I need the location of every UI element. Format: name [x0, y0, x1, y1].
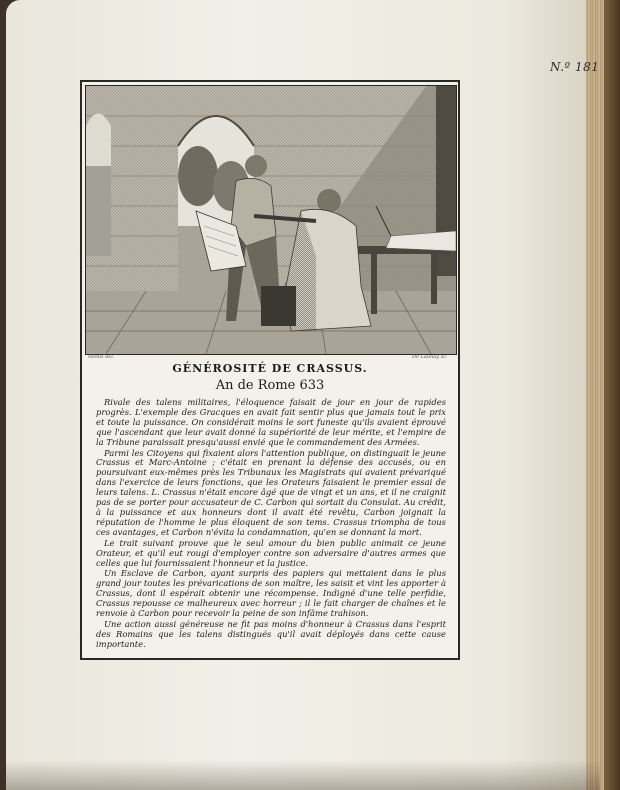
paragraph: Un Esclave de Carbon, ayant surpris des papiers qui mettaient dans le plus grand jour toutes les prévarications de son maître, les saisit et vint les apporter à Crassus, dont il espérait obtenir une récompense. Indigné d'une telle perfidie, Crassus repousse ce malheureux avec horreur ; il le fait charger de chaînes et le renvoie à Carbon pour recevoir la peine de son infâme trahison. [96, 568, 446, 619]
article-subtitle: An de Rome 633 [215, 378, 325, 393]
artist-caption-left: Monsi del. [88, 354, 115, 360]
page-number: N.º 181 [550, 60, 600, 74]
book-spine-shadow [604, 0, 620, 790]
paragraph: Rivale des talens militaires, l'éloquence faisait de jour en jour de rapides progrès. L'exemple des Gracques en avait fait sentir plus que jamais tout le prix et toute la puissance. On considérait moins le sort funeste qu'ils avaient éprouvé que l'ascendant que leur avait donné la supériorité de leur mérite, et l'empire de la Tribune paraissait presqu'aussi envié que le commandement des Armées. [96, 397, 446, 447]
article-body [96, 398, 446, 651]
artist-caption-right: De Launay sc. [412, 354, 448, 360]
engraving-illustration [85, 85, 457, 355]
paragraph: Une action aussi généreuse ne fit pas moins d'honneur à Crassus dans l'esprit des Romains que les talens distingués qu'il avait déployés dans cette cause importante. [96, 618, 446, 649]
page-bottom-shadow [0, 760, 600, 790]
article-title: GÉNÉROSITÉ DE CRASSUS. [172, 362, 368, 375]
plate-frame [80, 80, 460, 660]
engraving-scene [86, 86, 456, 354]
paragraph: Le trait suivant prouve que le seul amour du bien public animait ce jeune Orateur, et qu'il eut rougi d'employer contre son adversaire d'autres armes que celles que lui fournissaient l'honneur et la justice. [96, 537, 446, 568]
paragraph: Parmi les Citoyens qui fixaient alors l'attention publique, on distinguait le jeune Crassus et Marc-Antoine ; c'était en prenant la défense des accusés, ou en poursuivant eux-mêmes près les Tribunaux les Magistrats qui avaient prévariqué dans l'exercice de leurs fonctions, que les Orateurs faisaient le premier essai de leurs talens. L. Crassus n'était encore âgé que de vingt et un ans, et il ne craignit pas de se porter pour accusateur de C. Carbon qui sortait du Consulat. Au crédit, à la puissance et aux honneurs dont il avait été revêtu, Carbon joignait la réputation de l'homme le plus éloquent de son tems. Crassus triompha de tous ces avantages, et Carbon n'évita la condamnation, qu'en se donnant la mort. [96, 447, 446, 537]
